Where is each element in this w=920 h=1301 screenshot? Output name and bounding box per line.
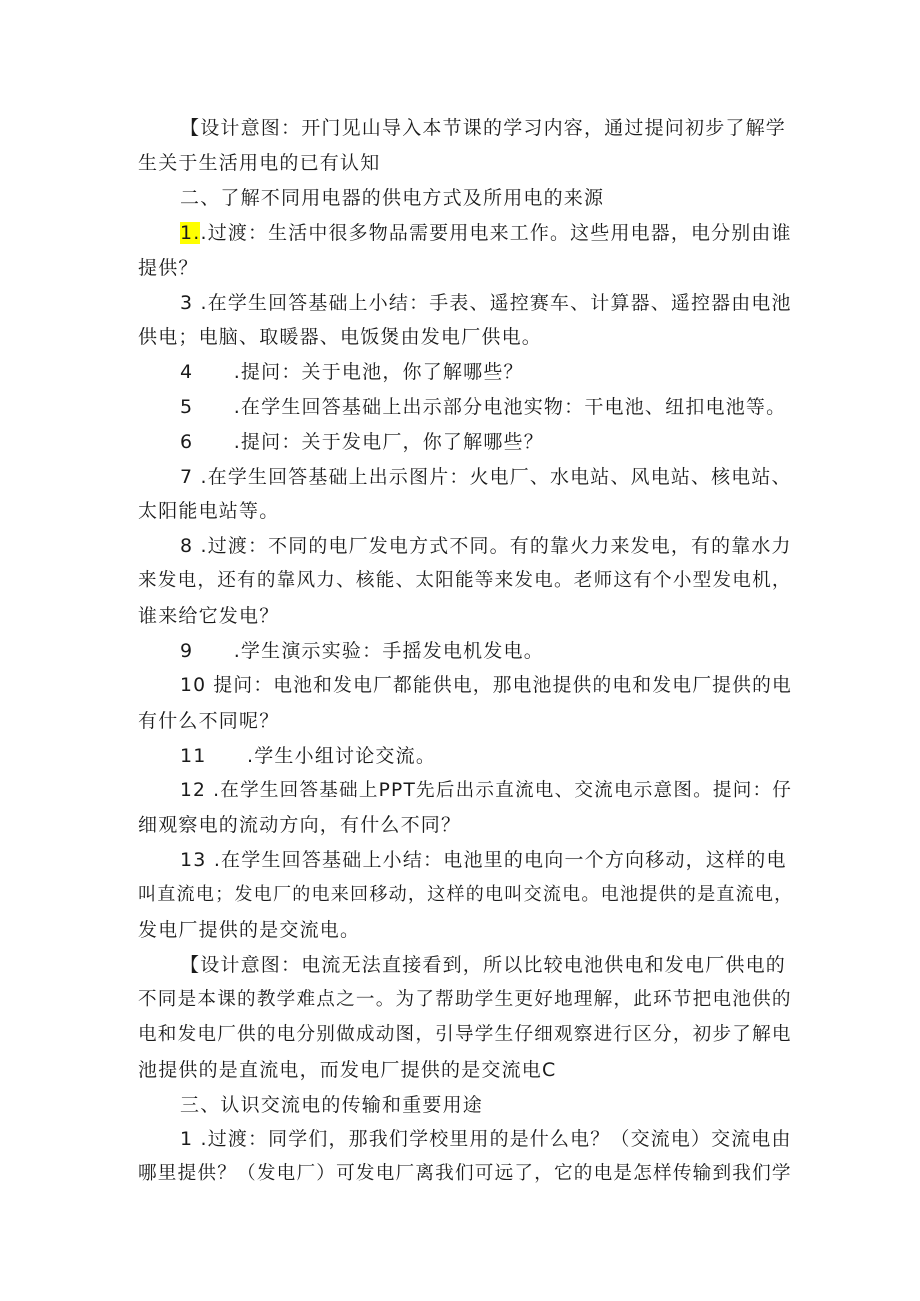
text-line: 供电；电脑、取暖器、电饭煲由发电厂供电。 (138, 326, 543, 348)
text-line: 池提供的是直流电，而发电厂提供的是交流电C (138, 1059, 557, 1081)
text-line: 叫直流电；发电厂的电来回移动，这样的电叫交流电。电池提供的是直流电， (138, 884, 794, 905)
text-line: 【设计意图：电流无法直接看到，所以比较电池供电和发电厂供电的 (180, 954, 787, 976)
text-line: 【设计意图：开门见山导入本节课的学习内容，通过提问初步了解学 (180, 117, 787, 139)
text-line: 11 .学生小组讨论交流。 (180, 745, 437, 767)
text-line: 提供？ (138, 257, 199, 279)
text-line: 8 .过渡：不同的电厂发电方式不同。有的靠火力来发电，有的靠水力 (180, 535, 792, 557)
text-line: 电和发电厂供的电分别做成动图，引导学生仔细观察进行区分，初步了解电 (138, 1024, 792, 1045)
text-line (180, 221, 792, 245)
text-line: 9 .学生演示实验：手摇发电机发电。 (180, 640, 544, 662)
text-line: 13 .在学生回答基础上小结：电池里的电向一个方向移动，这样的电 (180, 849, 787, 871)
text-line: 太阳能电站等。 (138, 500, 280, 522)
text-line: 发电厂提供的是交流电。 (138, 919, 361, 941)
section-heading: 三、认识交流电的传输和重要用途 (180, 1094, 484, 1116)
text-line: 不同是本课的教学难点之一。为了帮助学生更好地理解，此环节把电池供的 (138, 989, 792, 1010)
text-line: 12 .在学生回答基础上PPT先后出示直流电、交流电示意图。提问：仔 (180, 780, 793, 801)
text-line: 7 .在学生回答基础上出示图片：火电厂、水电站、风电站、核电站、 (180, 466, 792, 488)
text-line: 10 提问：电池和发电厂都能供电，那电池提供的电和发电厂提供的电 (180, 675, 792, 696)
text-line: 哪里提供？（发电厂）可发电厂离我们可远了，它的电是怎样传输到我们学 (138, 1163, 792, 1184)
text-line: 谁来给它发电？ (138, 605, 280, 627)
text-line: 3 .在学生回答基础上小结：手表、遥控赛车、计算器、遥控器由电池 (180, 292, 792, 314)
section-heading: 二、了解不同用电器的供电方式及所用电的来源 (180, 187, 605, 209)
text-line: 6 .提问：关于发电厂，你了解哪些？ (180, 431, 544, 453)
text-line: 5 .在学生回答基础上出示部分电池实物：干电池、纽扣电池等。 (180, 396, 787, 418)
text-line: 1 .过渡：同学们，那我们学校里用的是什么电？（交流电）交流电由 (180, 1128, 792, 1150)
highlighted-marker: 1. (180, 222, 201, 244)
text-line: 来发电，还有的靠风力、核能、太阳能等来发电。老师这有个小型发电机， (138, 570, 792, 591)
text-line: 有什么不同呢？ (138, 710, 280, 732)
text-line: 生关于生活用电的已有认知 (138, 152, 381, 174)
text-line: 细观察电的流动方向，有什么不同？ (138, 814, 462, 836)
text-line: 4 .提问：关于电池，你了解哪些？ (180, 361, 524, 383)
text-line-body: .过渡：生活中很多物品需要用电来工作。这些用电器，电分别由谁 (200, 222, 792, 244)
